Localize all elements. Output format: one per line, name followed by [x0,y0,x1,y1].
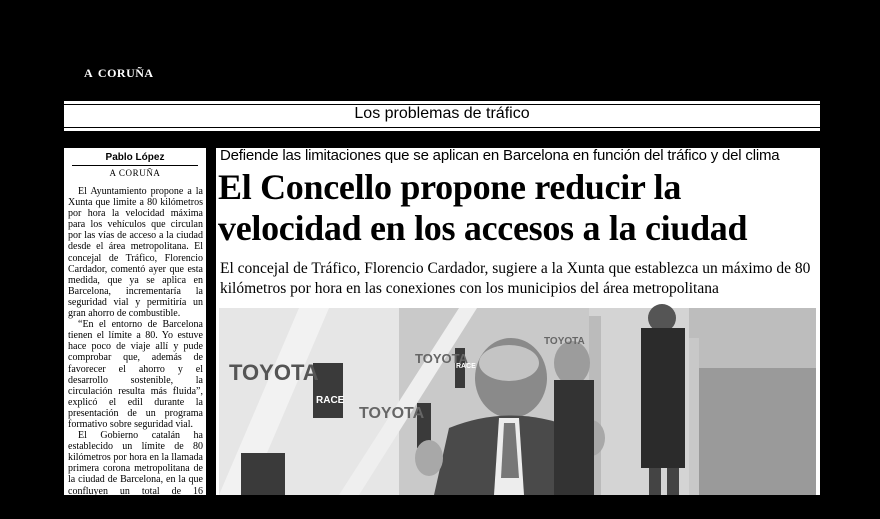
article-headline: El Concello propone reducir la velocidad en los accesos a la ciudad [218,167,748,248]
body-column [64,148,206,519]
article-kicker: Defiende las limitaciones que se aplican en Barcelona en función del tráfico y del clima [220,147,780,164]
article-photo [219,308,816,495]
body-paragraph: El Ayuntamiento propone a la Xunta que limite a 80 kilómetros por hora la velocidad máxima para los vehículos que circulan por las vías de acceso a la ciudad desde el área metropolitana. El concejal de Tráfico, Florencio Cardador, comentó ayer que esta medida, que ya se aplica en Barcelona, incrementaría la seguridad vial y permitiría un gran ahorro de combustible. [68,186,203,320]
photo-banner-text: TOYOTA [544,336,585,347]
dateline-location: A CORUÑA [109,168,161,178]
byline-divider [72,165,198,166]
body-paragraph: “En el entorno de Barcelona tienen el límite a 80. Yo estuve hace poco de viaje allí y pude comprobar que, además de favorecer el ahorro y el desarrollo sostenible, la circulación resulta más fluida”, explicó el edil durante la presentación de un programa formativo sobre seguridad vial. [68,319,203,430]
photo-banner-text: TOYOTA [415,351,468,366]
photo-banner-text: RACE [316,395,345,406]
author-byline: Pablo López [105,152,165,163]
body-paragraph: El Gobierno catalán ha establecido un límite de 80 kilómetros por hora en la llamada primera corona metropolitana de la ciudad de Barcelona, en la que confluyen un total de 16 municipios. El Servicio Catalán de Tráfico [68,430,203,519]
topic-bar [64,101,820,131]
section-label: a coruña [84,62,154,81]
topic-title: Los problemas de tráfico [64,104,820,128]
article-subhead: El concejal de Tráfico, Florencio Cardador, sugiere a la Xunta que establezca un máximo de 80 kilómetros por hora en las conexiones con los municipios del área metropolitana [220,260,811,297]
photo-banner-text: TOYOTA [359,405,425,422]
photo-banner-text: TOYOTA [229,360,319,385]
article-body [64,178,206,519]
photo-banner-text: RACE [456,363,476,370]
